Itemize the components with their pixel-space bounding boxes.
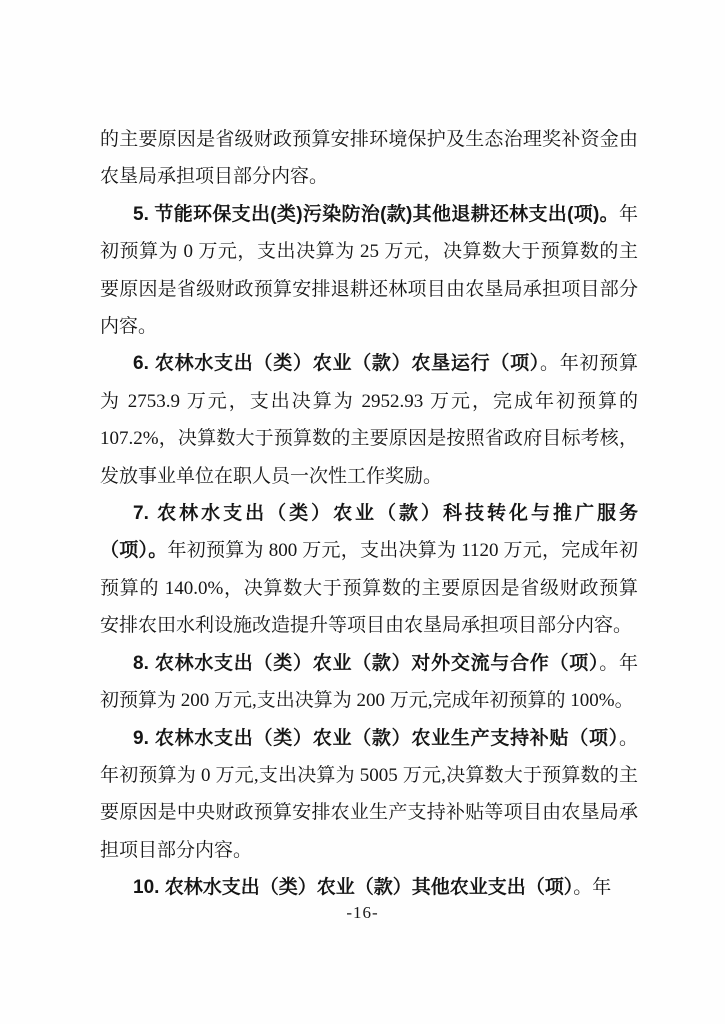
paragraph-item-8 <box>100 645 638 720</box>
item-8-text: 。年初预算为 200 万元,支出决算为 200 万元,完成年初预算的 100%。 <box>100 652 638 712</box>
paragraph-item-9 <box>100 720 638 870</box>
item-7-heading: 7. 农林水支出（类）农业（款）科技转化与推广服务（项）。 <box>100 503 638 562</box>
paragraph-item-6 <box>100 345 638 495</box>
item-9-text: 。年初预算为 0 万元,支出决算为 5005 万元,决算数大于预算数的主要原因是中央财政预算安排农业生产支持补贴等项目由农垦局承担项目部分内容。 <box>100 727 638 861</box>
item-10-heading: 10. 农林水支出（类）农业（款）其他农业支出（项） <box>133 877 574 899</box>
item-5-heading: 5. 节能环保支出(类)污染防治(款)其他退耕还林支出(项)。 <box>133 203 619 225</box>
page-number: -16- <box>346 903 379 922</box>
paragraph-item-10 <box>100 869 638 906</box>
item-9-heading: 9. 农林水支出（类）农业（款）农业生产支持补贴（项） <box>133 727 619 749</box>
item-7-text: 年初预算为 800 万元，支出决算为 1120 万元，完成年初预算的 140.0%，决算数大于预算数的主要原因是省级财政预算安排农田水利设施改造提升等项目由农垦局承担项目部分内容。 <box>100 540 638 637</box>
paragraph-item-7 <box>100 495 638 645</box>
page-footer <box>0 903 725 923</box>
document-body <box>100 121 638 907</box>
item-6-text: 。年初预算为 2753.9 万元，支出决算为 2952.93 万元，完成年初预算的 107.2%，决算数大于预算数的主要原因是按照省政府目标考核，发放事业单位在职人员一次性工作奖励。 <box>100 353 638 487</box>
item-6-heading: 6. 农林水支出（类）农业（款）农垦运行（项） <box>133 353 541 375</box>
item-10-text: 。年 <box>573 877 612 899</box>
paragraph-text: 的主要原因是省级财政预算安排环境保护及生态治理奖补资金由农垦局承担项目部分内容。 <box>100 129 638 188</box>
item-8-heading: 8. 农林水支出（类）农业（款）对外交流与合作（项） <box>133 652 600 674</box>
paragraph-continuation <box>100 121 638 196</box>
item-5-text: 年初预算为 0 万元，支出决算为 25 万元，决算数大于预算数的主要原因是省级财政预算安排退耕还林项目由农垦局承担项目部分内容。 <box>100 203 638 338</box>
paragraph-item-5 <box>100 196 638 346</box>
